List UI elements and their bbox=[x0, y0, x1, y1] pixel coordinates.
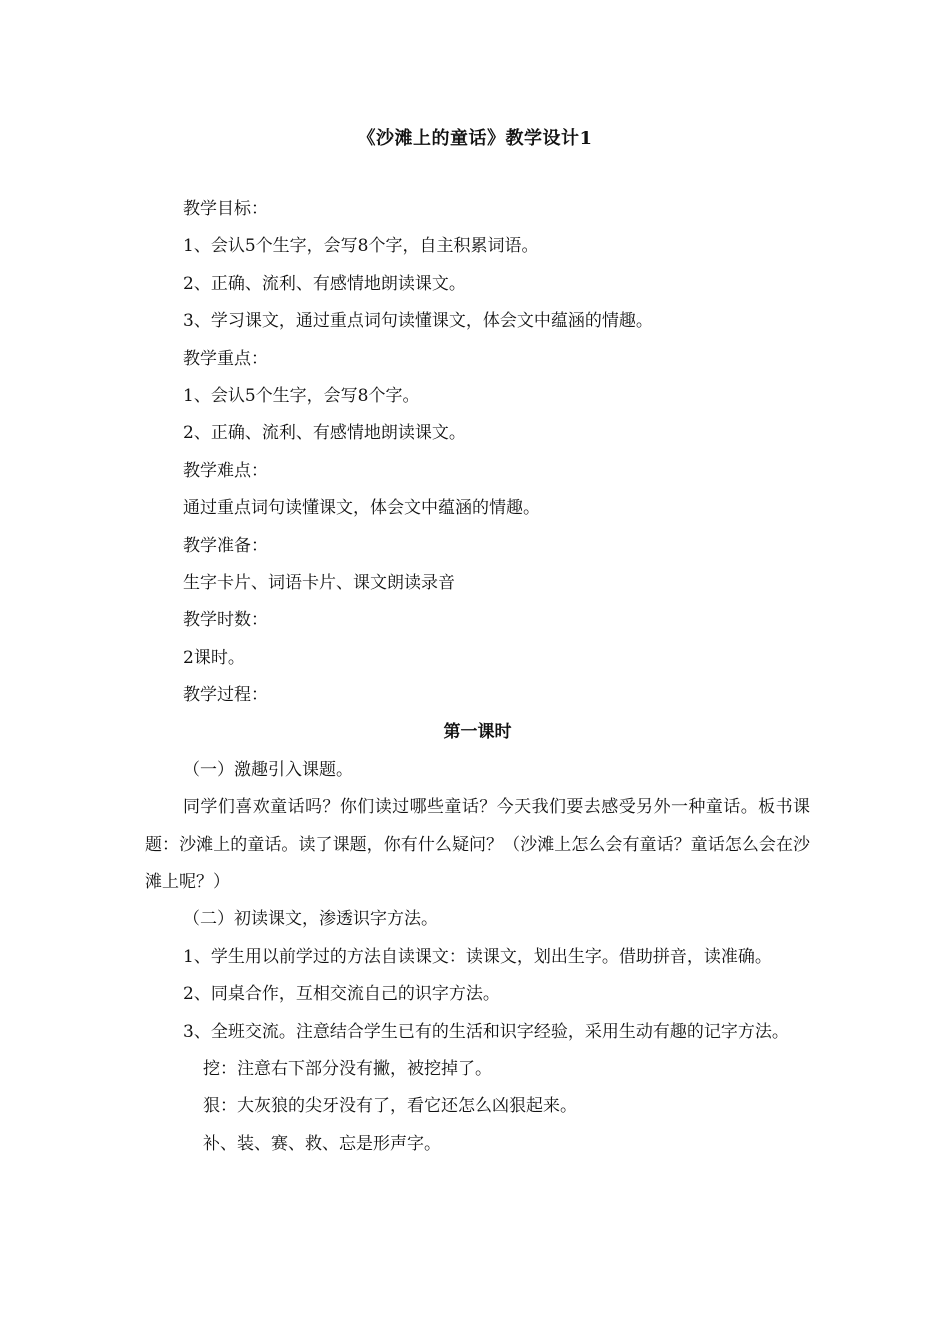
objective-item: 3、学习课文，通过重点词句读懂课文，体会文中蕴涵的情趣。 bbox=[183, 311, 653, 332]
key-points-heading: 教学重点： bbox=[183, 348, 268, 369]
preparation-heading: 教学准备： bbox=[183, 535, 268, 556]
key-point-item: 2、正确、流利、有感情地朗读课文。 bbox=[183, 423, 466, 444]
objectives-heading: 教学目标： bbox=[183, 199, 268, 219]
document-body bbox=[145, 191, 810, 1163]
step-two-item: 3、全班交流。注意结合学生已有的生活和识字经验，采用生动有趣的记字方法。 bbox=[183, 1021, 789, 1042]
step-two-item: 1、学生用以前学过的方法自读课文：读课文，划出生字。借助拼音，读准确。 bbox=[183, 946, 772, 967]
objective-item: 1、会认5个生字，会写8个字，自主积累词语。 bbox=[183, 236, 539, 257]
char-note: 挖：注意右下部分没有撇，被挖掉了。 bbox=[203, 1059, 492, 1080]
step-one-heading: （一）激趣引入课题。 bbox=[183, 759, 353, 780]
difficulty-heading: 教学难点： bbox=[183, 460, 268, 481]
objective-item: 2、正确、流利、有感情地朗读课文。 bbox=[183, 273, 466, 294]
process-heading: 教学过程： bbox=[183, 685, 268, 706]
hours-text: 2课时。 bbox=[183, 647, 245, 668]
step-two-item: 2、同桌合作，互相交流自己的识字方法。 bbox=[183, 984, 500, 1005]
lesson-one-heading: 第一课时 bbox=[443, 722, 512, 743]
step-one-paragraph: 同学们喜欢童话吗？你们读过哪些童话？今天我们要去感受另外一种童话。板书课题：沙滩上的童话。读了课题，你有什么疑问？（沙滩上怎么会有童话？童话怎么会在沙滩上呢？） bbox=[145, 797, 810, 893]
hours-heading: 教学时数： bbox=[183, 610, 268, 631]
document-title: 《沙滩上的童话》教学设计1 bbox=[357, 128, 593, 149]
difficulty-text: 通过重点词句读懂课文，体会文中蕴涵的情趣。 bbox=[183, 498, 540, 519]
char-note: 补、装、赛、救、忘是形声字。 bbox=[203, 1133, 441, 1154]
preparation-text: 生字卡片、词语卡片、课文朗读录音 bbox=[183, 572, 455, 593]
char-note: 狠：大灰狼的尖牙没有了，看它还怎么凶狠起来。 bbox=[203, 1096, 577, 1117]
key-point-item: 1、会认5个生字，会写8个字。 bbox=[183, 385, 420, 406]
step-two-heading: （二）初读课文，渗透识字方法。 bbox=[183, 909, 438, 930]
